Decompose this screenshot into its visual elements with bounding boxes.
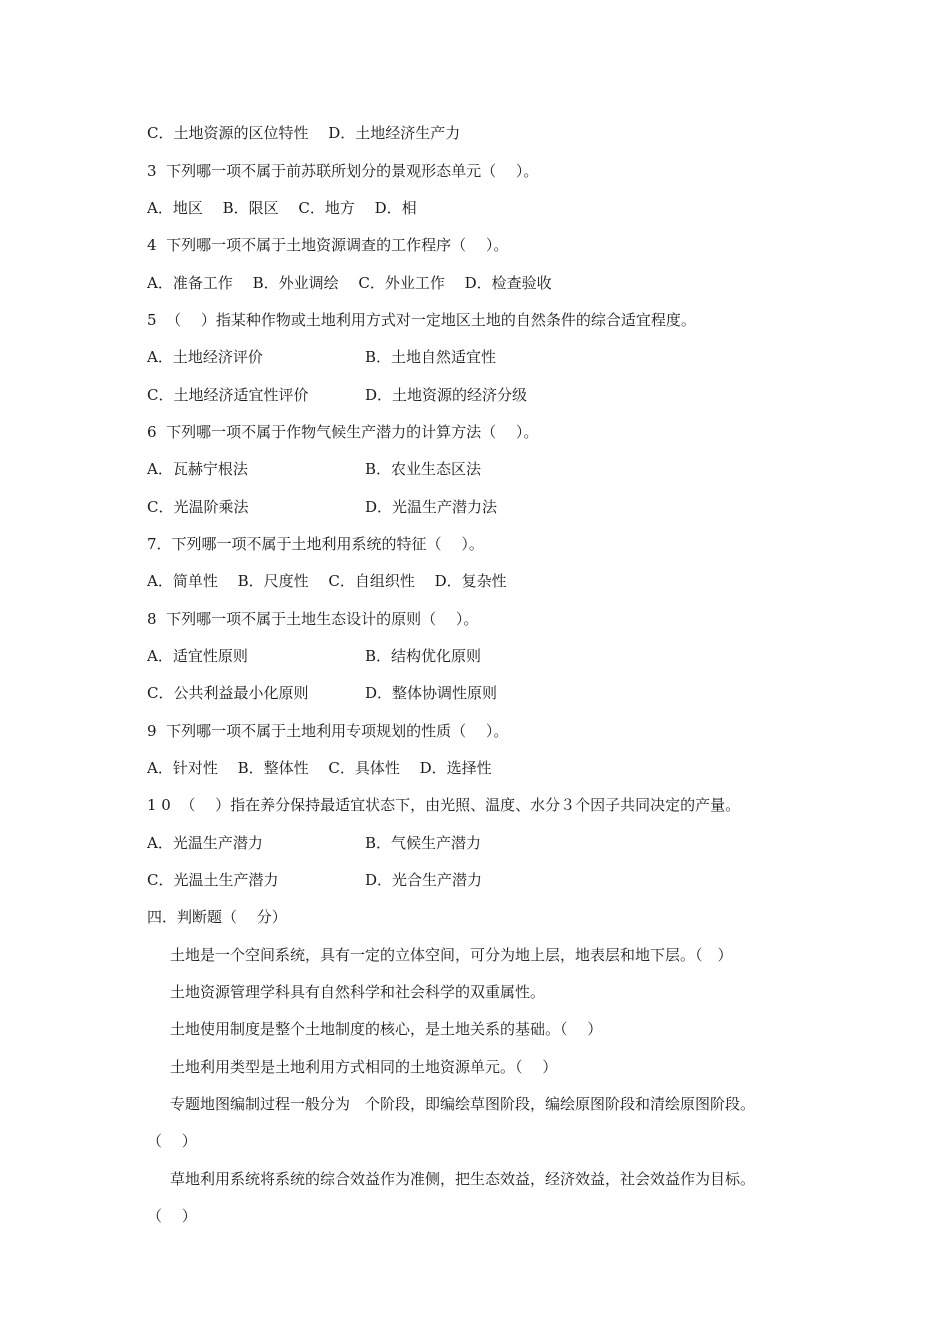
question-7: 7．下列哪一项不属于土地利用系统的特征（ ）。 bbox=[147, 535, 484, 553]
option-q6-c: C．光温阶乘法 bbox=[147, 498, 249, 516]
option-q6-d: D．光温生产潜力法 bbox=[365, 498, 498, 516]
option-q10-c: C．光温土生产潜力 bbox=[147, 871, 279, 889]
judgement-item-4: 土地利用类型是土地利用方式相同的土地资源单元。（ ） bbox=[170, 1058, 558, 1076]
question-8: 8 下列哪一项不属于土地生态设计的原则（ ）。 bbox=[147, 610, 479, 628]
option-q5-b: B．土地自然适宜性 bbox=[365, 348, 497, 366]
question-9: 9 下列哪一项不属于土地利用专项规划的性质（ ）。 bbox=[147, 722, 509, 740]
judgement-item-5: 专题地图编制过程一般分为 个阶段，即编绘草图阶段，编绘原图阶段和清绘原图阶段。 bbox=[170, 1095, 756, 1113]
options-q7: A．简单性 B．尺度性 C．自组织性 D．复杂性 bbox=[147, 572, 507, 590]
question-4: 4 下列哪一项不属于土地资源调查的工作程序（ ）。 bbox=[147, 236, 509, 254]
question-6: 6 下列哪一项不属于作物气候生产潜力的计算方法（ ）。 bbox=[147, 423, 539, 441]
option-q8-b: B．结构优化原则 bbox=[365, 647, 482, 665]
judgement-item-1: 土地是一个空间系统，具有一定的立体空间，可分为地上层，地表层和地下层。（ ） bbox=[170, 946, 733, 964]
section-heading: 四．判断题（ 分） bbox=[147, 908, 287, 926]
option-q8-a: A．适宜性原则 bbox=[147, 647, 248, 665]
option-q6-b: B．农业生态区法 bbox=[365, 460, 482, 478]
options-q9: A．针对性 B．整体性 C．具体性 D．选择性 bbox=[147, 759, 492, 777]
option-q6-a: A．瓦赫宁根法 bbox=[147, 460, 248, 478]
option-q5-d: D．土地资源的经济分级 bbox=[365, 386, 528, 404]
option-q5-c: C．土地经济适宜性评价 bbox=[147, 386, 309, 404]
option-q10-b: B．气候生产潜力 bbox=[365, 834, 482, 852]
option-q8-c: C．公共利益最小化原则 bbox=[147, 684, 309, 702]
judgement-item-6-bracket: （ ） bbox=[147, 1207, 197, 1225]
question-10: 1 0 （ ）指在养分保持最适宜状态下，由光照、温度、水分３个因子共同决定的产量。 bbox=[147, 796, 741, 814]
question-3: 3 下列哪一项不属于前苏联所划分的景观形态单元（ ）。 bbox=[147, 162, 539, 180]
judgement-item-3: 土地使用制度是整个土地制度的核心，是土地关系的基础。（ ） bbox=[170, 1020, 603, 1038]
judgement-item-6: 草地利用系统将系统的综合效益作为准侧，把生态效益，经济效益，社会效益作为目标。 bbox=[170, 1170, 756, 1188]
question-5: 5 （ ）指某种作物或土地利用方式对一定地区土地的自然条件的综合适宜程度。 bbox=[147, 311, 696, 329]
option-q10-d: D．光合生产潜力 bbox=[365, 871, 483, 889]
option-line: C．土地资源的区位特性 D．土地经济生产力 bbox=[147, 124, 461, 142]
options-q3: A．地区 B．限区 C．地方 D．相 bbox=[147, 199, 417, 217]
options-q4: A．准备工作 B．外业调绘 C．外业工作 D．检查验收 bbox=[147, 274, 552, 292]
option-q5-a: A．土地经济评价 bbox=[147, 348, 263, 366]
option-q10-a: A．光温生产潜力 bbox=[147, 834, 263, 852]
option-q8-d: D．整体协调性原则 bbox=[365, 684, 498, 702]
judgement-item-2: 土地资源管理学科具有自然科学和社会科学的双重属性。 bbox=[170, 983, 546, 1001]
judgement-item-5-bracket: （ ） bbox=[147, 1132, 197, 1150]
